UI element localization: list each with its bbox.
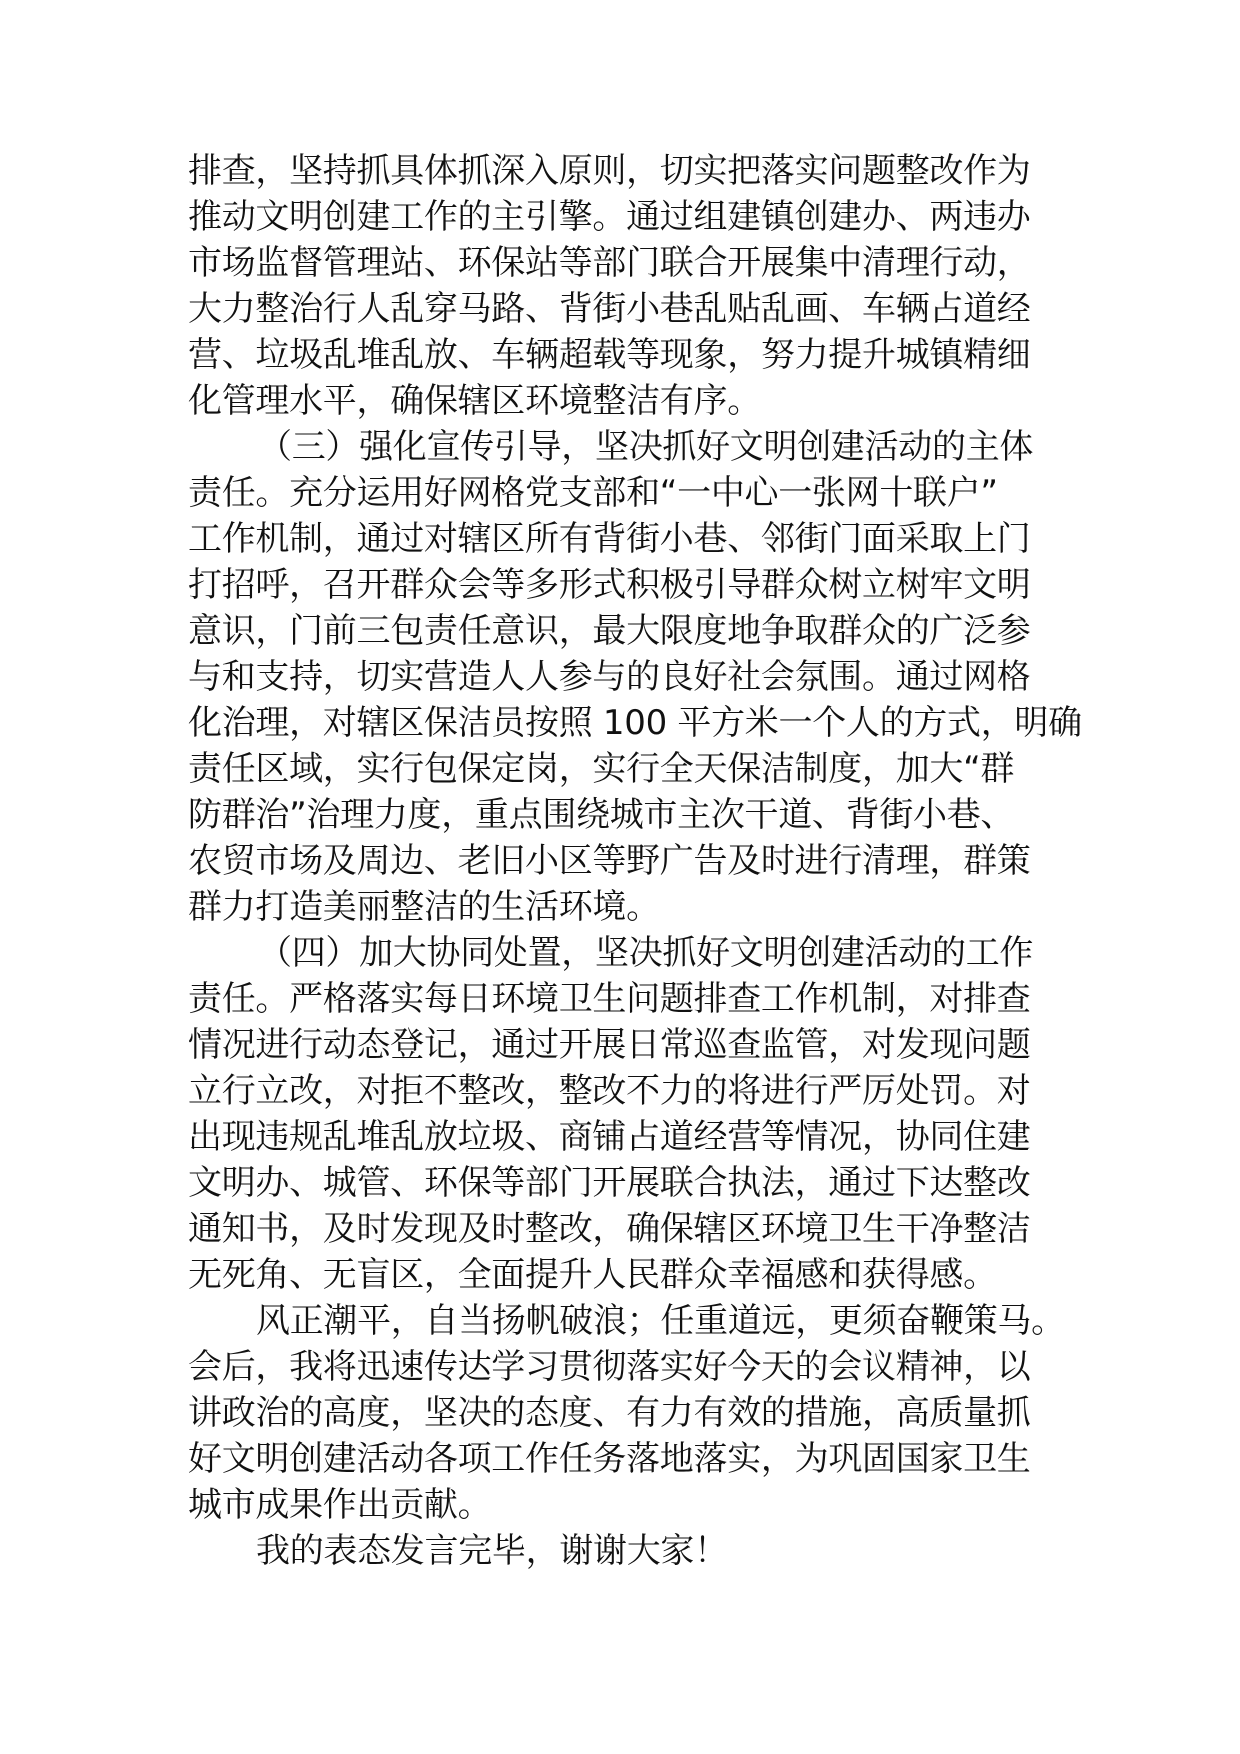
text-line: 群力打造美丽整洁的生活环境。 [188,887,660,927]
text-line: 意识，门前三包责任意识，最大限度地争取群众的广泛参 [188,611,1031,651]
text-line: 情况进行动态登记，通过开展日常巡查监管，对发现问题 [188,1025,1031,1065]
text-line: 大力整治行人乱穿马路、背街小巷乱贴乱画、车辆占道经 [188,289,1031,329]
text-line: 立行立改，对拒不整改，整改不力的将进行严厉处罚。对 [188,1071,1031,1111]
text-line: 出现违规乱堆乱放垃圾、商铺占道经营等情况，协同住建 [188,1117,1031,1157]
text-line: 会后，我将迅速传达学习贯彻落实好今天的会议精神，以 [188,1347,1031,1387]
text-line: 市场监督管理站、环保站等部门联合开展集中清理行动， [188,243,1031,283]
section-heading-line: （四）加大协同处置，坚决抓好文明创建活动的工作 [258,933,1034,973]
text-line: 责任。充分运用好网格党支部和“一中心一张网十联户” [188,473,998,513]
text-line: 化治理，对辖区保洁员按照 100 平方米一个人的方式，明确 [188,703,1082,743]
text-line: 通知书，及时发现及时整改，确保辖区环境卫生干净整洁 [188,1209,1031,1249]
text-line: 与和支持，切实营造人人参与的良好社会氛围。通过网格 [188,657,1031,697]
closing-line: 我的表态发言完毕，谢谢大家！ [256,1531,728,1571]
text-line: 推动文明创建工作的主引擎。通过组建镇创建办、两违办 [188,197,1031,237]
paragraph-first-line: 风正潮平，自当扬帆破浪；任重道远，更须奋鞭策马。 [256,1301,1065,1341]
section-heading-line: （三）强化宣传引导，坚决抓好文明创建活动的主体 [258,427,1034,467]
text-line: 农贸市场及周边、老旧小区等野广告及时进行清理，群策 [188,841,1031,881]
text-line: 无死角、无盲区，全面提升人民群众幸福感和获得感。 [188,1255,997,1295]
text-line: 讲政治的高度，坚决的态度、有力有效的措施，高质量抓 [188,1393,1031,1433]
text-line: 排查，坚持抓具体抓深入原则，切实把落实问题整改作为 [188,151,1031,191]
text-line: 营、垃圾乱堆乱放、车辆超载等现象，努力提升城镇精细 [188,335,1031,375]
text-line: 化管理水平，确保辖区环境整洁有序。 [188,381,761,421]
document-body [188,148,1082,1574]
text-line: 城市成果作出贡献。 [188,1485,492,1525]
text-line: 打招呼，召开群众会等多形式积极引导群众树立树牢文明 [188,565,1031,605]
text-line: 防群治”治理力度，重点围绕城市主次干道、背街小巷、 [188,795,1015,835]
text-line: 责任区域，实行包保定岗，实行全天保洁制度，加大“群 [188,749,1015,789]
text-line: 工作机制，通过对辖区所有背街小巷、邻街门面采取上门 [188,519,1031,559]
text-line: 文明办、城管、环保等部门开展联合执法，通过下达整改 [188,1163,1031,1203]
text-line: 好文明创建活动各项工作任务落地落实，为巩固国家卫生 [188,1439,1031,1479]
text-line: 责任。严格落实每日环境卫生问题排查工作机制，对排查 [188,979,1031,1019]
